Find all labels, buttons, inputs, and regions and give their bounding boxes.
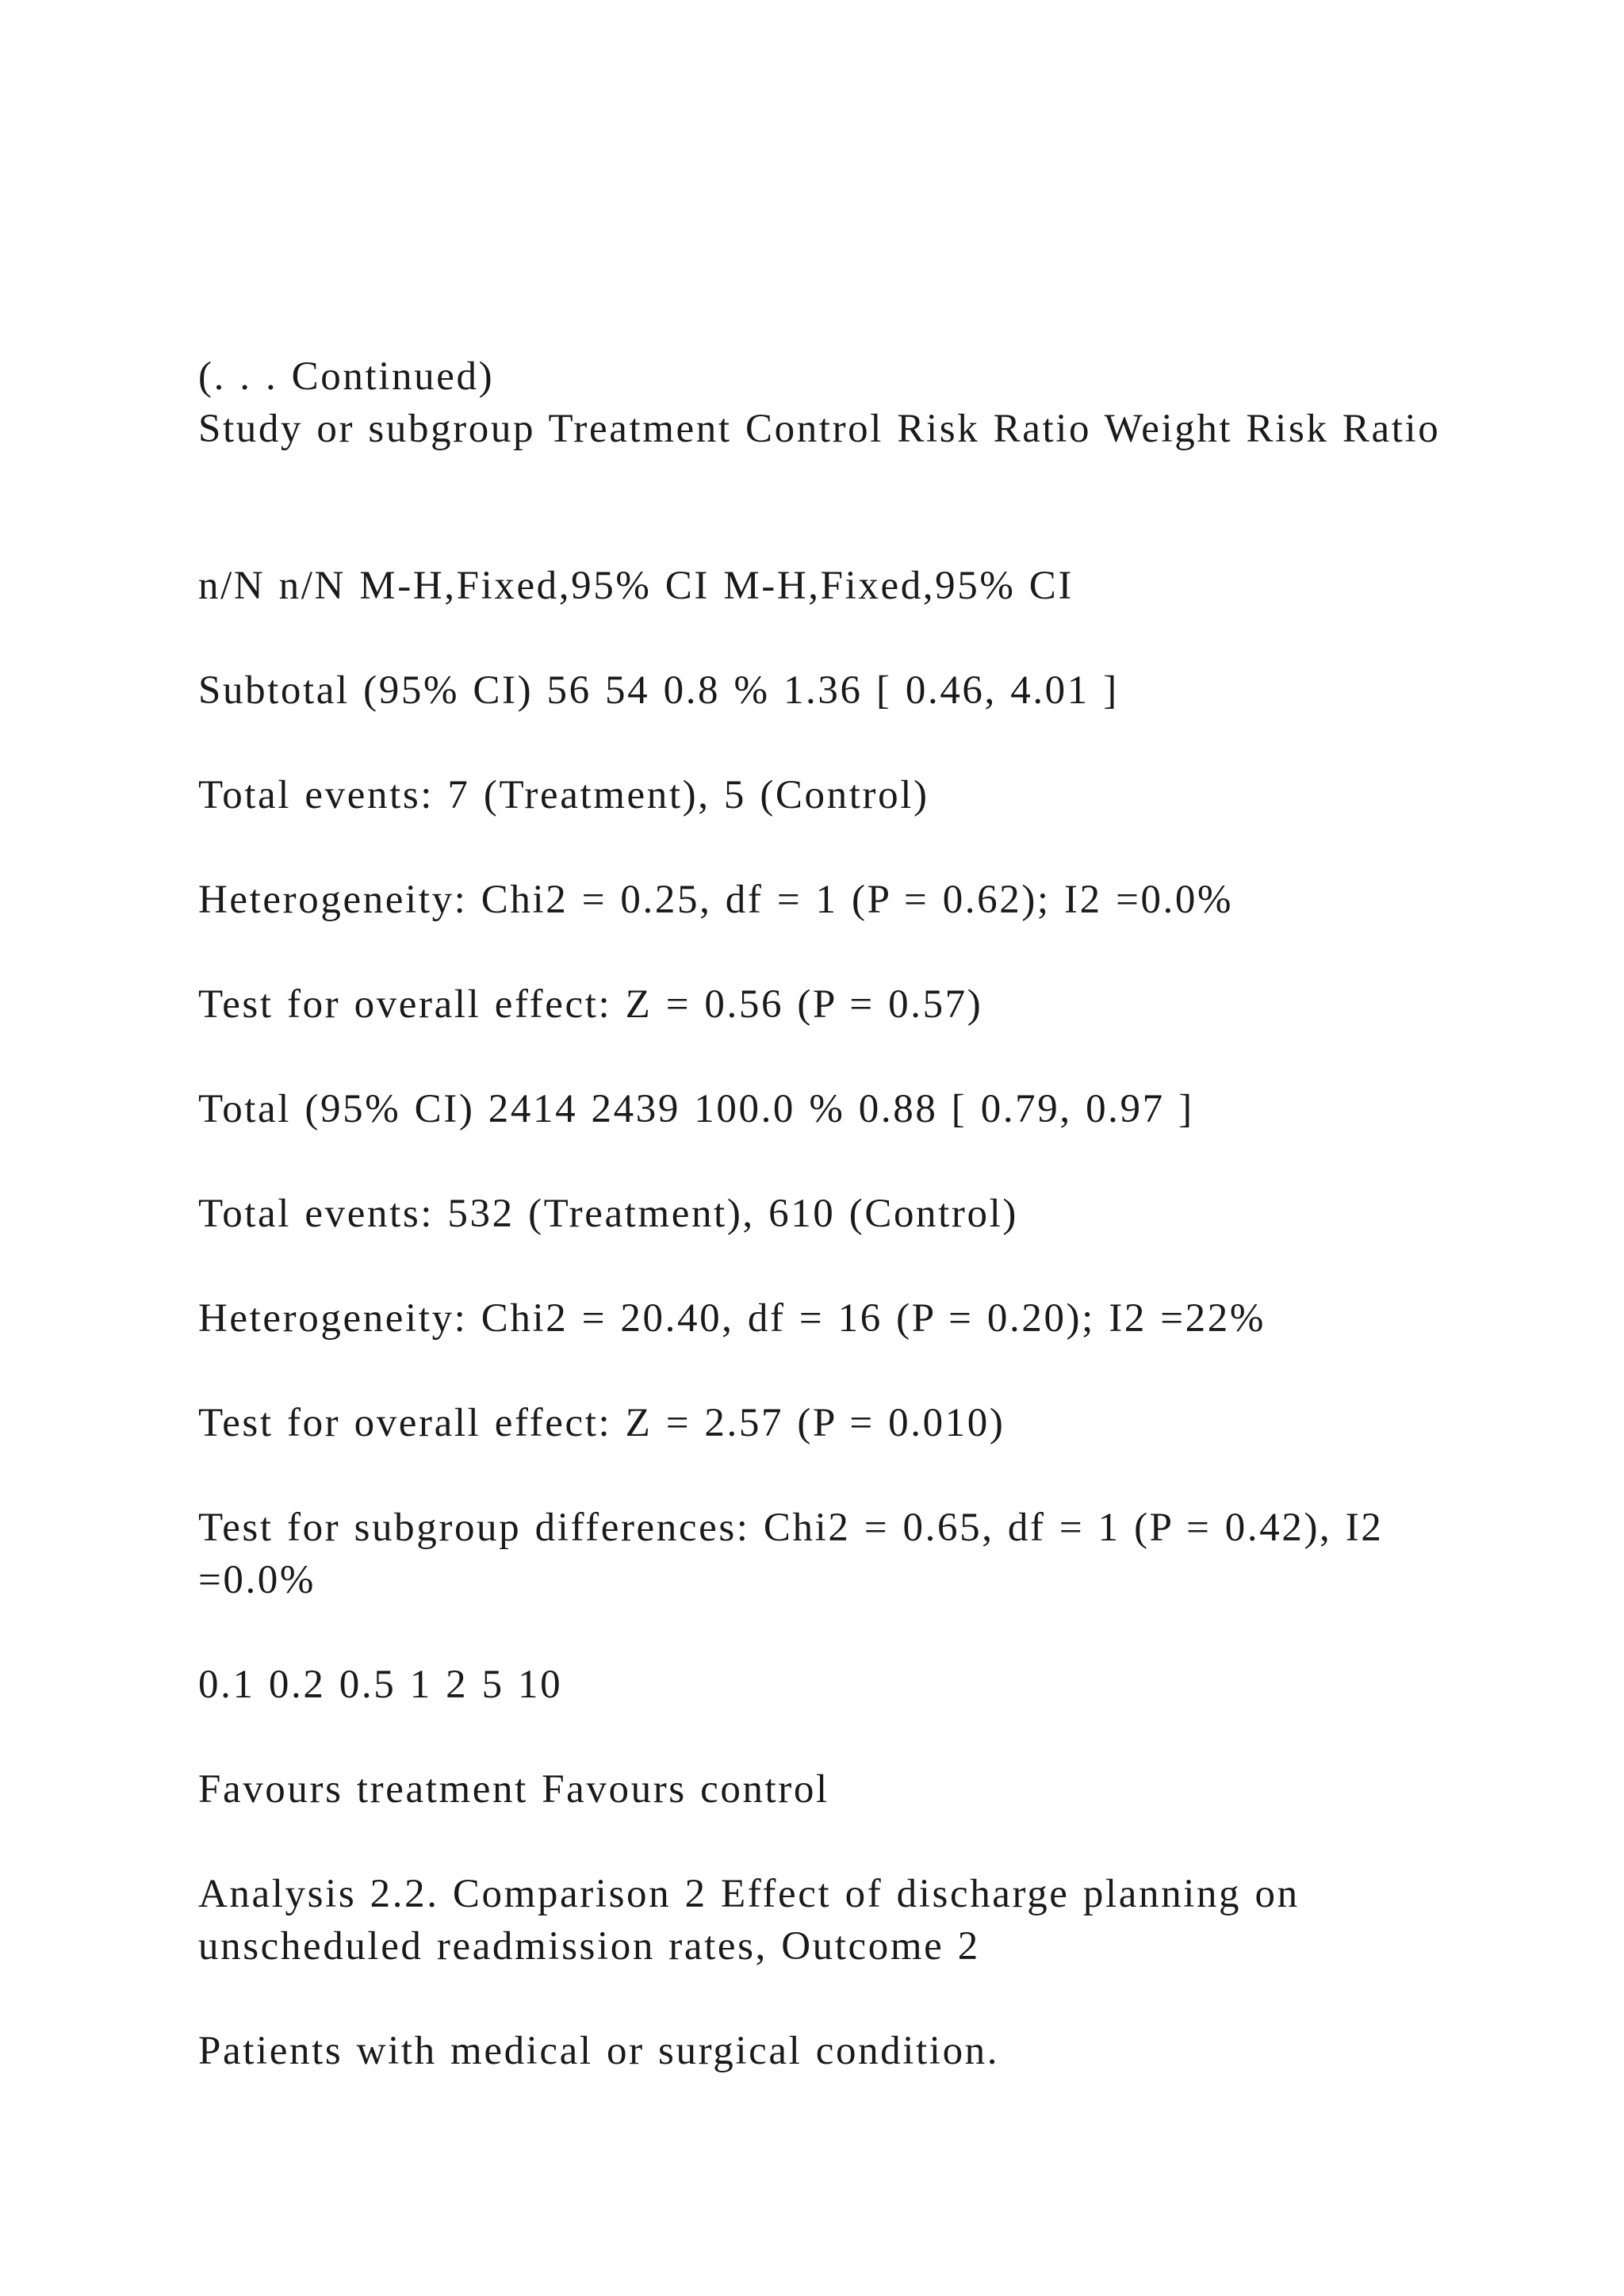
table-header-line: Study or subgroup Treatment Control Risk Ratio Weight Risk Ratio	[198, 407, 1441, 451]
total-line: Total (95% CI) 2414 2439 100.0 % 0.88 [ 0.79, 0.97 ]	[198, 1087, 1194, 1131]
subtotal-line: Subtotal (95% CI) 56 54 0.8 % 1.36 [ 0.46, 4.01 ]	[198, 668, 1119, 713]
axis-ticks-line: 0.1 0.2 0.5 1 2 5 10	[198, 1663, 563, 1707]
favours-line: Favours treatment Favours control	[198, 1767, 829, 1812]
analysis-title: Analysis 2.2. Comparison 2 Effect of discharge planning on unscheduled readmission rates, Outcome 2	[198, 1872, 1300, 1969]
column-subheader-line: n/N n/N M-H,Fixed,95% CI M-H,Fixed,95% CI	[198, 564, 1074, 608]
patients-line: Patients with medical or surgical condition.	[198, 2029, 1000, 2073]
total-events-line: Total events: 532 (Treatment), 610 (Control)	[198, 1192, 1018, 1236]
subtotal-heterogeneity-line: Heterogeneity: Chi2 = 0.25, df = 1 (P = 0.62); I2 =0.0%	[198, 878, 1234, 922]
total-overall-effect-line: Test for overall effect: Z = 2.57 (P = 0.010)	[198, 1401, 1005, 1445]
subtotal-events-line: Total events: 7 (Treatment), 5 (Control)	[198, 773, 929, 817]
subgroup-differences-line: Test for subgroup differences: Chi2 = 0.65, df = 1 (P = 0.42), I2 =0.0%	[198, 1506, 1384, 1602]
continued-label: (. . . Continued)	[198, 354, 495, 399]
total-heterogeneity-line: Heterogeneity: Chi2 = 20.40, df = 16 (P = 0.20); I2 =22%	[198, 1296, 1266, 1341]
subtotal-overall-effect-line: Test for overall effect: Z = 0.56 (P = 0.57)	[198, 982, 983, 1027]
